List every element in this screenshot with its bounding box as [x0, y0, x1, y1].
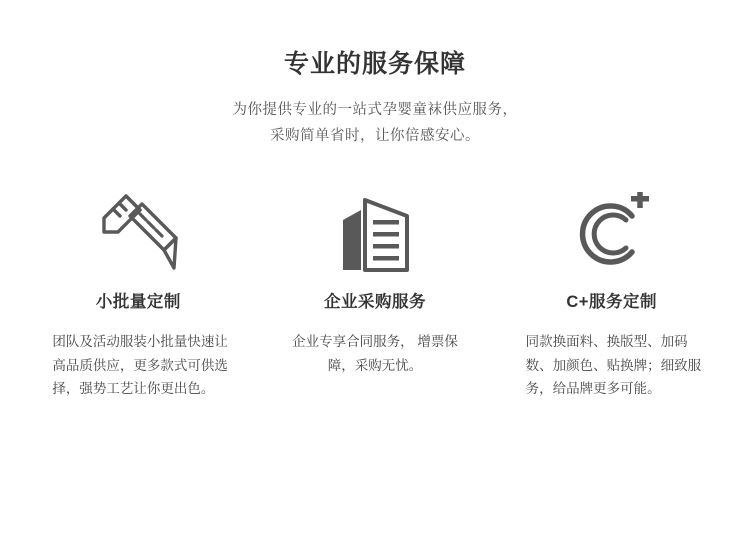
- office-building-icon: [335, 188, 415, 274]
- feature-title: 小批量定制: [95, 293, 181, 312]
- subtitle-line-1: 为你提供专业的一站式孕婴童袜供应服务，: [232, 101, 518, 118]
- feature-body: 企业专享合同服务， 增票保障，采购无忧。: [292, 334, 458, 373]
- feature-body: 团队及活动服装小批量快速让高品质供应，更多款式可供选择，强势工艺让你更出色。: [52, 334, 228, 397]
- feature-column-c-plus: [493, 188, 730, 401]
- feature-column-small-batch: [20, 188, 257, 401]
- c-plus-icon: [570, 188, 654, 274]
- feature-columns: [0, 188, 750, 401]
- ruler-pencil-icon: [96, 188, 180, 274]
- feature-title: 企业采购服务: [324, 293, 426, 312]
- feature-body: 同款换面料、换版型、加码数、加颜色、贴换牌；细致服务，给品牌更多可能。: [525, 334, 702, 397]
- feature-title: C+服务定制: [566, 293, 657, 312]
- section-subtitle: [0, 97, 750, 151]
- subtitle-line-2: 采购简单省时，让你倍感安心。: [270, 128, 480, 145]
- page-title: 专业的服务保障: [283, 50, 466, 78]
- feature-column-enterprise: [257, 188, 494, 401]
- section-header: [0, 0, 750, 150]
